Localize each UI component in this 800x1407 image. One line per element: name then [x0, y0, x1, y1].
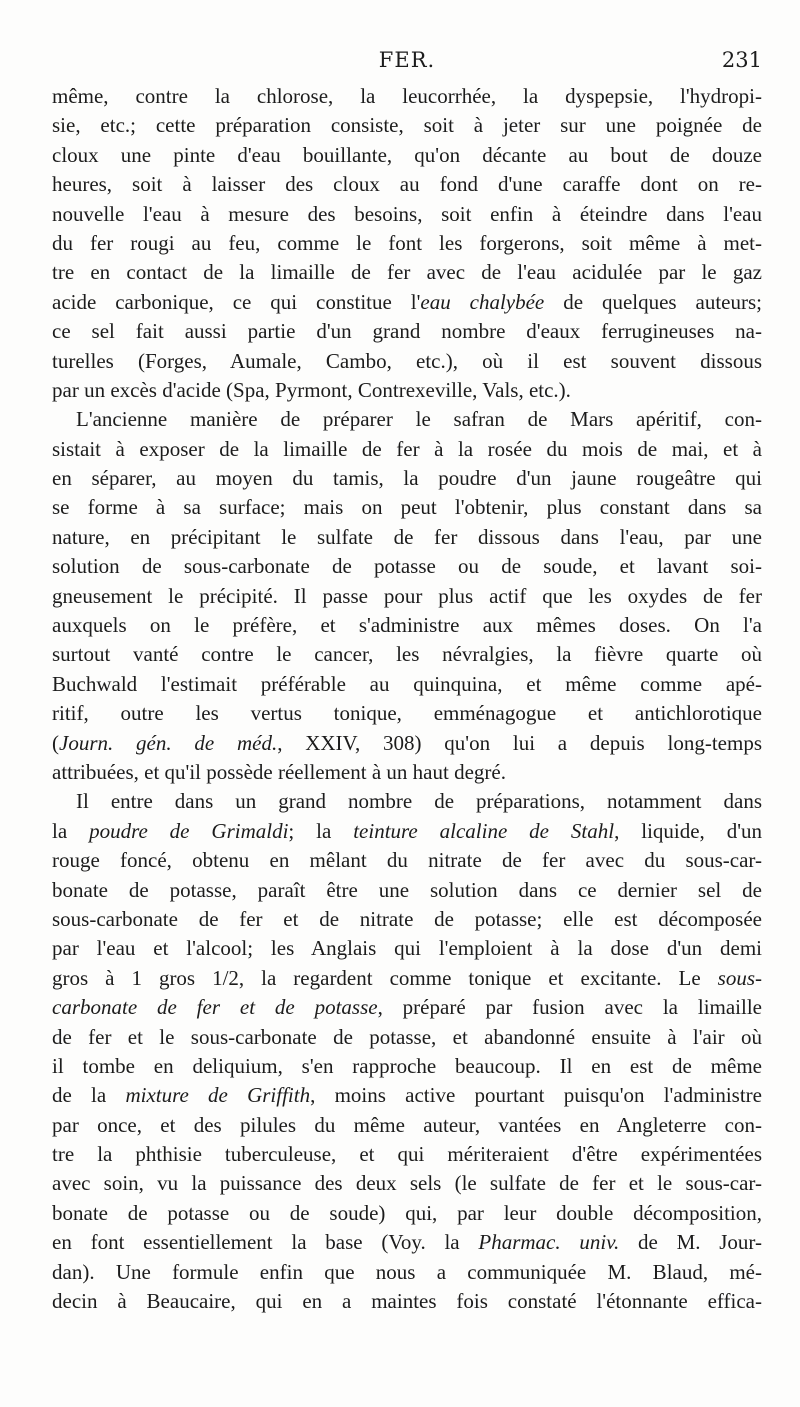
text-line: bonate de potasse ou de soude) qui, par leur double décomposition, — [52, 1200, 762, 1225]
text-line: tre la phthisie tuberculeuse, et qui mériteraient d'être expérimentées — [52, 1142, 762, 1167]
text-line: se forme à sa surface; mais on peut l'obtenir, plus constant dans sa — [52, 495, 762, 520]
text-line: par un excès d'acide (Spa, Pyrmont, Contrexeville, Vals, etc.). — [52, 377, 571, 402]
text-line: dan). Une formule enfin que nous a communiquée M. Blaud, mé- — [52, 1259, 762, 1284]
text-line: avec soin, vu la puissance des deux sels (le sulfate de fer et le sous-car- — [52, 1171, 762, 1196]
text-line: de la mixture de Griffith, moins active pourtant puisqu'on l'administre — [52, 1083, 762, 1108]
text-line: sie, etc.; cette préparation consiste, soit à jeter sur une poignée de — [52, 113, 762, 138]
italic-term: eau chalybée — [420, 289, 545, 314]
text-line: par once, et des pilules du même auteur, vantées en Angleterre con- — [52, 1112, 762, 1137]
text-line: decin à Beaucaire, qui en a maintes fois constaté l'étonnante effica- — [52, 1289, 762, 1314]
italic-term: poudre de Grimaldi — [89, 818, 289, 843]
text-line: sous-carbonate de fer et de nitrate de potasse; elle est décomposée — [52, 906, 762, 931]
page-number: 231 — [721, 48, 762, 72]
text-line: bonate de potasse, paraît être une solution dans ce dernier sel de — [52, 877, 762, 902]
text-line: solution de sous-carbonate de potasse ou de soude, et lavant soi- — [52, 554, 762, 579]
text-line: il tombe en deliquium, s'en rapproche beaucoup. Il en est de même — [52, 1053, 762, 1078]
text-line: auxquels on le préfère, et s'administre aux mêmes doses. On l'a — [52, 613, 762, 638]
text-line: rouge foncé, obtenu en mêlant du nitrate de fer avec du sous-car- — [52, 848, 762, 873]
text-line: Il entre dans un grand nombre de préparations, notamment dans — [76, 789, 762, 814]
text-line: acide carbonique, ce qui constitue l'eau chalybée de quelques auteurs; — [52, 289, 762, 314]
text-line: turelles (Forges, Aumale, Cambo, etc.), où il est souvent dissous — [52, 348, 762, 373]
text-line: ritif, outre les vertus tonique, emménagogue et antichlorotique — [52, 701, 762, 726]
text-line: gneusement le précipité. Il passe pour plus actif que les oxydes de fer — [52, 583, 762, 608]
text-line: en séparer, au moyen du tamis, la poudre d'un jaune rougeâtre qui — [52, 466, 762, 491]
text-line: (Journ. gén. de méd., XXIV, 308) qu'on lui a depuis long-temps — [52, 730, 762, 755]
text-line: L'ancienne manière de préparer le safran de Mars apéritif, con- — [76, 407, 762, 432]
text-line: surtout vanté contre le cancer, les névralgies, la fièvre quarte où — [52, 642, 762, 667]
text-line: Buchwald l'estimait préférable au quinquina, et même comme apé- — [52, 671, 762, 696]
text-line: attribuées, et qu'il possède réellement à un haut degré. — [52, 759, 506, 784]
text-line: par l'eau et l'alcool; les Anglais qui l'emploient à la dose d'un demi — [52, 936, 762, 961]
text-line: tre en contact de la limaille de fer avec de l'eau acidulée par le gaz — [52, 260, 762, 285]
text-line: cloux une pinte d'eau bouillante, qu'on décante au bout de douze — [52, 142, 762, 167]
italic-citation: Journ. gén. de méd. — [59, 730, 278, 755]
text-line: du fer rougi au feu, comme le font les forgerons, soit même à met- — [52, 230, 762, 255]
text-line: carbonate de fer et de potasse, préparé par fusion avec la limaille — [52, 995, 763, 1020]
italic-term: sous- — [717, 965, 762, 990]
italic-term: teinture alcaline de Stahl — [353, 818, 615, 843]
text-line: nouvelle l'eau à mesure des besoins, soit enfin à éteindre dans l'eau — [52, 201, 762, 226]
body-text — [52, 82, 762, 1316]
running-title: FER. — [378, 48, 436, 72]
italic-citation: Pharmac. univ. — [478, 1230, 620, 1255]
text-line: nature, en précipitant le sulfate de fer dissous dans l'eau, par une — [52, 524, 762, 549]
text-line: de fer et le sous-carbonate de potasse, et abandonné ensuite à l'air où — [52, 1024, 762, 1049]
text-line: même, contre la chlorose, la leucorrhée, la dyspepsie, l'hydropi- — [52, 84, 762, 108]
text-line: gros à 1 gros 1/2, la regardent comme tonique et excitante. Le sous- — [52, 965, 762, 990]
italic-term: mixture de Griffith — [125, 1083, 311, 1108]
text-line: heures, soit à laisser des cloux au fond d'une caraffe dont on re- — [52, 172, 762, 197]
text-line: ce sel fait aussi partie d'un grand nombre d'eaux ferrugineuses na- — [52, 319, 762, 344]
page-header — [52, 48, 762, 78]
text-line: sistait à exposer de la limaille de fer à la rosée du mois de mai, et à — [52, 436, 762, 461]
italic-term: carbonate de fer et de potasse — [52, 995, 378, 1020]
text-line: la poudre de Grimaldi; la teinture alcaline de Stahl, liquide, d'un — [52, 818, 762, 843]
text-line: en font essentiellement la base (Voy. la Pharmac. univ. de M. Jour- — [52, 1230, 762, 1255]
